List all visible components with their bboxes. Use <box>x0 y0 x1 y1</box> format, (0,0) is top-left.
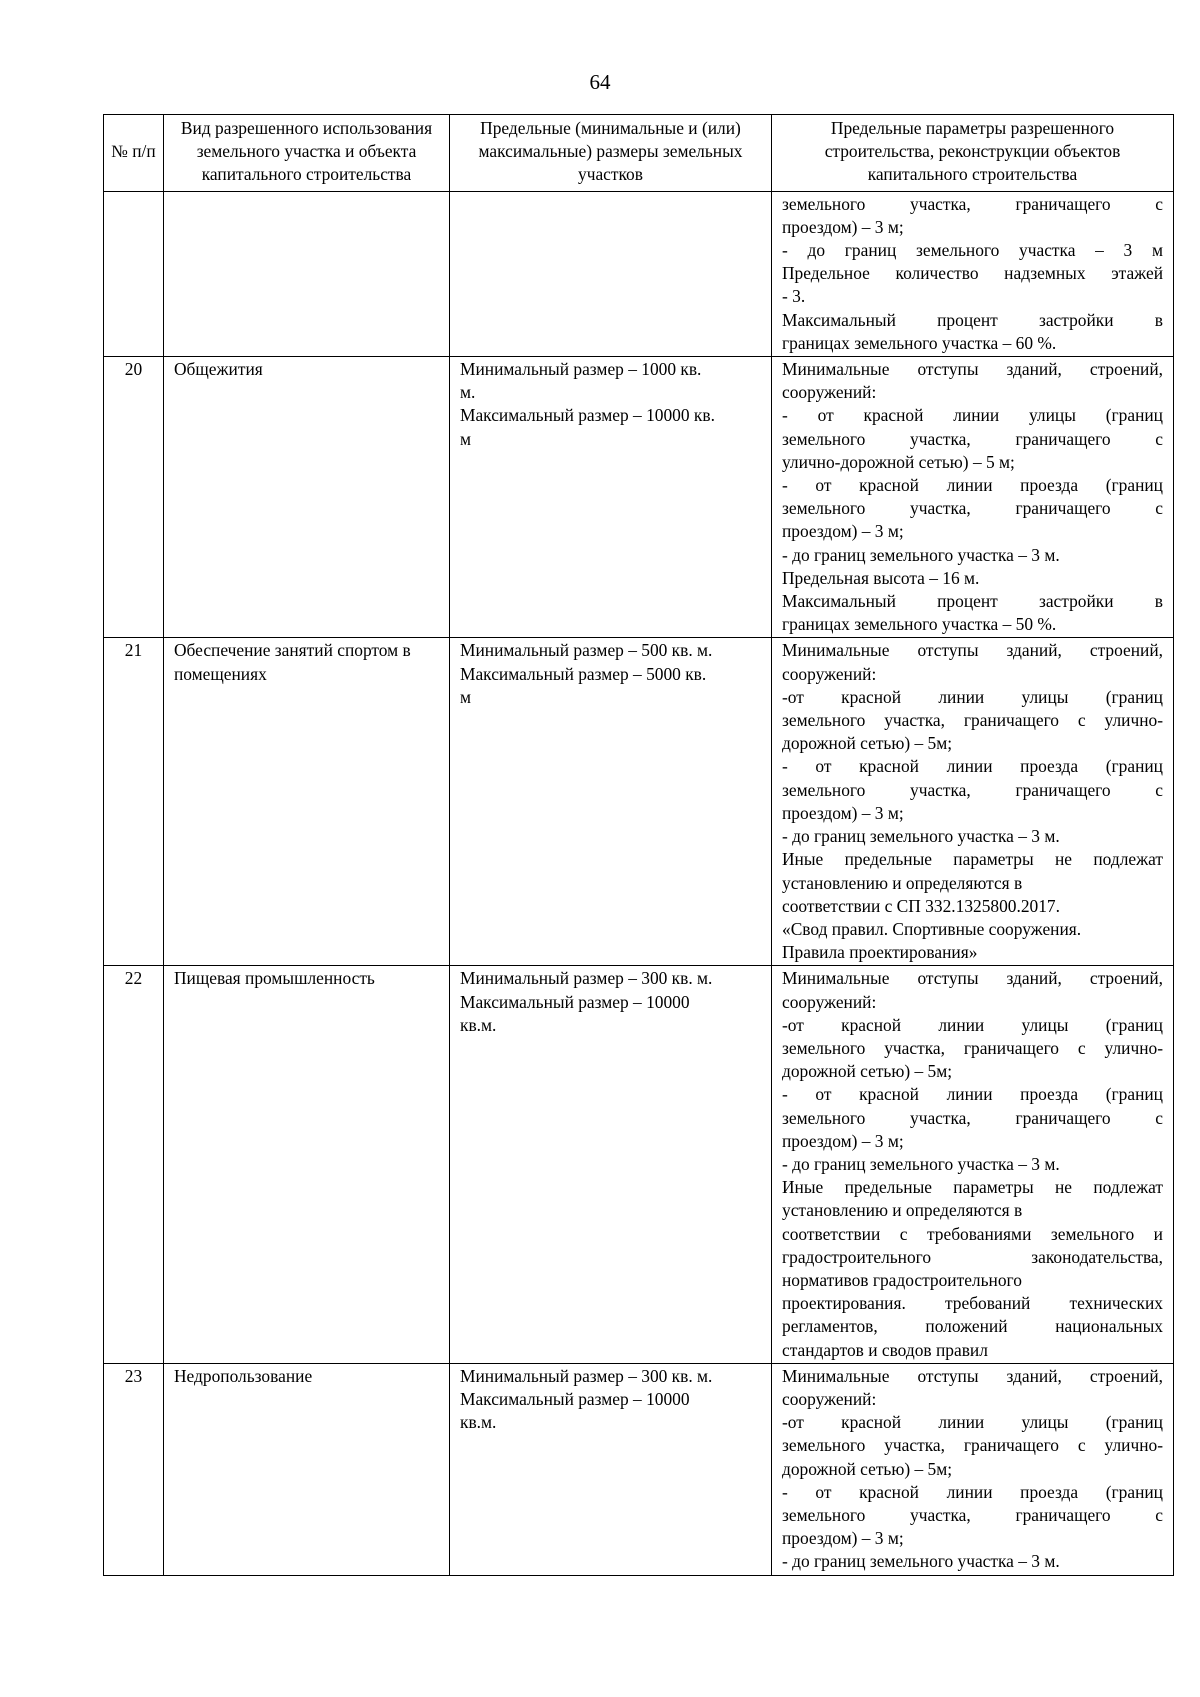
cell-text-line: земельного участка, граничащего с <box>782 498 1163 519</box>
cell-plot-sizes <box>450 191 772 356</box>
cell-text-line: «Свод правил. Спортивные сооружения. <box>782 918 1082 939</box>
cell-text-line: проездом) – 3 м; <box>782 216 904 237</box>
cell-text-line: установлению и определяются в <box>782 872 1023 893</box>
land-use-parameters-table <box>103 114 1174 1576</box>
cell-text-line: Минимальный размер – 300 кв. м. <box>460 1365 713 1386</box>
cell-text-line: Максимальный размер – 10000 <box>460 991 690 1012</box>
cell-text-line: Минимальный размер – 300 кв. м. <box>460 968 713 989</box>
cell-text-line: Максимальный размер – 10000 <box>460 1388 690 1409</box>
cell-text-line: проездом) – 3 м; <box>782 1528 904 1549</box>
cell-text-line: проектирования. требований технических <box>782 1293 1163 1314</box>
cell-text-line: - до границ земельного участка – 3 м. <box>782 826 1060 847</box>
cell-params <box>772 966 1174 1363</box>
cell-text-line: соответствии с требованиями земельного и <box>782 1223 1163 1244</box>
cell-text-line: дорожной сетью) – 5м; <box>782 1458 953 1479</box>
cell-text-line: Минимальный размер – 500 кв. м. <box>460 640 713 661</box>
cell-text-line: Иные предельные параметры не подлежат <box>782 1177 1163 1198</box>
cell-params <box>772 638 1174 966</box>
cell-plot-sizes <box>450 638 772 966</box>
cell-use-type <box>164 191 450 356</box>
cell-text-line: - от красной линии проезда (границ <box>782 475 1163 496</box>
cell-text-line: проездом) – 3 м; <box>782 802 904 823</box>
cell-text-line: Максимальный размер – 10000 кв. <box>460 405 715 426</box>
cell-num <box>104 191 164 356</box>
cell-text-line: Минимальный размер – 1000 кв. <box>460 359 702 380</box>
table-row-continuation <box>104 191 1174 356</box>
cell-text-line: - до границ земельного участка – 3 м. <box>782 1153 1060 1174</box>
cell-text-line: проездом) – 3 м; <box>782 521 904 542</box>
cell-use-type: Недропользование <box>164 1363 450 1575</box>
cell-text-line: Минимальные отступы зданий, строений, <box>782 640 1163 661</box>
cell-text-line: - от красной линии проезда (границ <box>782 756 1163 777</box>
cell-plot-sizes <box>450 966 772 1363</box>
cell-text-line: земельного участка, граничащего с <box>782 1107 1163 1128</box>
header-build-params: Предельные параметры разрешенного строительства, реконструкции объектов капитального строительства <box>772 115 1174 192</box>
cell-use-type: Общежития <box>164 357 450 638</box>
cell-params <box>772 1363 1174 1575</box>
cell-text-line: границах земельного участка – 60 %. <box>782 332 1057 353</box>
cell-text-line: Иные предельные параметры не подлежат <box>782 849 1163 870</box>
table-row <box>104 966 1174 1363</box>
cell-plot-sizes <box>450 357 772 638</box>
cell-params <box>772 191 1174 356</box>
cell-text-line: кв.м. <box>460 1014 497 1035</box>
cell-num: 23 <box>104 1363 164 1575</box>
cell-text-line: сооружений: <box>782 991 877 1012</box>
cell-text-line: границах земельного участка – 50 %. <box>782 614 1057 635</box>
cell-text-line: Максимальный размер – 5000 кв. <box>460 663 707 684</box>
cell-text-line: кв.м. <box>460 1412 497 1433</box>
cell-text-line: Минимальные отступы зданий, строений, <box>782 1365 1163 1386</box>
cell-text-line: Предельное количество надземных этажей <box>782 263 1163 284</box>
cell-text-line: земельного участка, граничащего с <box>782 779 1163 800</box>
cell-text-line: Правила проектирования» <box>782 942 978 963</box>
cell-text-line: - до границ земельного участка – 3 м <box>782 240 1163 261</box>
cell-num: 21 <box>104 638 164 966</box>
header-plot-sizes: Предельные (минимальные и (или) максимальные) размеры земельных участков <box>450 115 772 192</box>
cell-text-line: нормативов градостроительного <box>782 1269 1022 1290</box>
cell-text-line: -от красной линии улицы (границ <box>782 1412 1163 1433</box>
cell-text-line: - до границ земельного участка – 3 м. <box>782 544 1060 565</box>
cell-text-line: стандартов и сводов правил <box>782 1339 988 1360</box>
cell-text-line: Максимальный процент застройки в <box>782 591 1163 612</box>
table-header-row <box>104 115 1174 192</box>
cell-text-line: -от красной линии улицы (границ <box>782 686 1163 707</box>
table-row <box>104 638 1174 966</box>
cell-text-line: земельного участка, граничащего с <box>782 428 1163 449</box>
header-num: № п/п <box>104 115 164 192</box>
cell-text-line: - от красной линии улицы (границ <box>782 405 1163 426</box>
cell-text-line: сооружений: <box>782 663 877 684</box>
cell-text-line: установлению и определяются в <box>782 1200 1023 1221</box>
cell-text-line: соответствии с СП 332.1325800.2017. <box>782 895 1060 916</box>
cell-text-line: -от красной линии улицы (границ <box>782 1014 1163 1035</box>
cell-use-type: Обеспечение занятий спортом в помещениях <box>164 638 450 966</box>
cell-text-line: проездом) – 3 м; <box>782 1130 904 1151</box>
page-number: 64 <box>589 70 611 94</box>
table-row <box>104 357 1174 638</box>
cell-text-line: сооружений: <box>782 382 877 403</box>
cell-num: 20 <box>104 357 164 638</box>
cell-text-line: Минимальные отступы зданий, строений, <box>782 359 1163 380</box>
cell-params <box>772 357 1174 638</box>
cell-text-line: земельного участка, граничащего с улично- <box>782 710 1163 731</box>
cell-text-line: Предельная высота – 16 м. <box>782 567 980 588</box>
cell-text-line: Минимальные отступы зданий, строений, <box>782 968 1163 989</box>
cell-text-line: регламентов, положений национальных <box>782 1316 1163 1337</box>
cell-text-line: - от красной линии проезда (границ <box>782 1084 1163 1105</box>
cell-text-line: улично-дорожной сетью) – 5 м; <box>782 451 1015 472</box>
cell-num: 22 <box>104 966 164 1363</box>
cell-text-line: - до границ земельного участка – 3 м. <box>782 1551 1060 1572</box>
table-row <box>104 1363 1174 1575</box>
cell-text-line: м. <box>460 382 476 403</box>
cell-text-line: сооружений: <box>782 1388 877 1409</box>
cell-text-line: дорожной сетью) – 5м; <box>782 1061 953 1082</box>
cell-text-line: Максимальный процент застройки в <box>782 309 1163 330</box>
cell-text-line: земельного участка, граничащего с улично- <box>782 1037 1163 1058</box>
cell-text-line: м <box>460 428 472 449</box>
cell-use-type: Пищевая промышленность <box>164 966 450 1363</box>
cell-text-line: земельного участка, граничащего с улично- <box>782 1435 1163 1456</box>
cell-text-line: земельного участка, граничащего с <box>782 1504 1163 1525</box>
cell-text-line: м <box>460 686 472 707</box>
cell-text-line: градостроительного законодательства, <box>782 1246 1163 1267</box>
cell-text-line: - 3. <box>782 286 806 307</box>
cell-text-line: дорожной сетью) – 5м; <box>782 733 953 754</box>
cell-text-line: - от красной линии проезда (границ <box>782 1481 1163 1502</box>
cell-plot-sizes <box>450 1363 772 1575</box>
header-use-type: Вид разрешенного использования земельного участка и объекта капитального строительства <box>164 115 450 192</box>
cell-text-line: земельного участка, граничащего с <box>782 193 1163 214</box>
